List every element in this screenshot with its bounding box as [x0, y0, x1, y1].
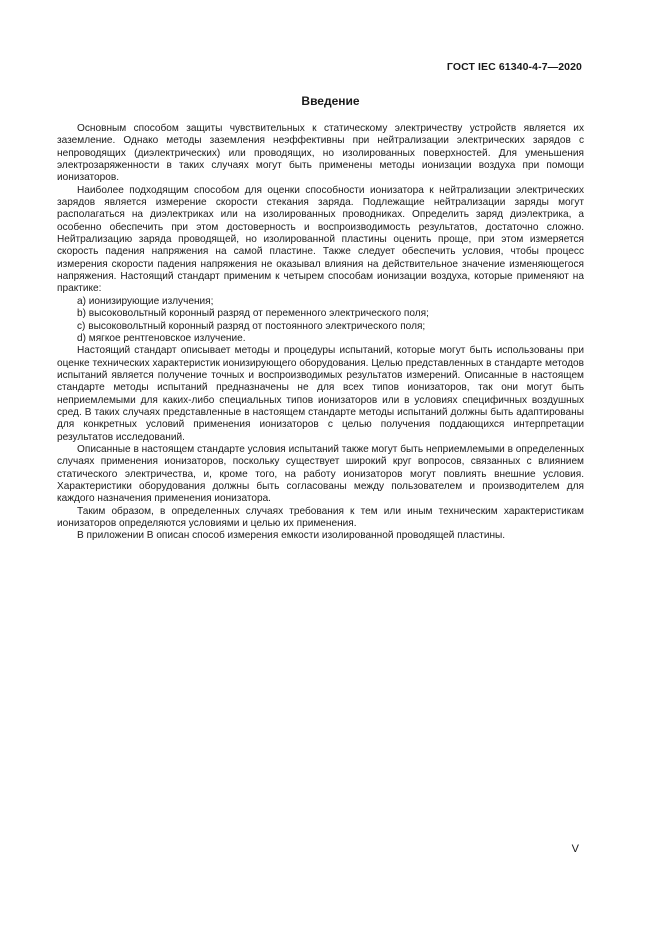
paragraph: Настоящий стандарт описывает методы и процедуры испытаний, которые могут быть использованы при оценке технических характеристик ионизирующего оборудования. Целью представленных в стандарте методов испытаний является получение точных и воспроизводимых результатов измерений. Описанные в настоящем стандарте методы испытаний предназначены не для всех типов ионизаторов, так они могут быть неприемлемыми для каких-либо специальных типов ионизаторов или в условиях специфичных воздушных сред. В таких случаях представленные в настоящем стандарте методы испытаний должны быть адаптированы для конкретных условий применения ионизаторов с целью получения поддающихся интерпретации результатов исследований.	[57, 345, 584, 443]
paragraph: В приложении В описан способ измерения емкости изолированной проводящей пластины.	[77, 530, 506, 542]
list-item: c) высоковольтный коронный разряд от постоянного электрического поля;	[77, 320, 426, 332]
body-text	[57, 123, 584, 543]
section-title: Введение	[301, 94, 360, 108]
document-number: ГОСТ IEC 61340-4-7—2020	[446, 61, 582, 73]
list-item: a) ионизирующие излучения;	[77, 295, 214, 307]
paragraph: Таким образом, в определенных случаях требования к тем или иным техническим характеристикам ионизаторов определяются условиями и целью их применения.	[57, 505, 584, 529]
paragraph: Описанные в настоящем стандарте условия испытаний также могут быть неприемлемыми в определенных случаях применения ионизаторов, поскольку существует широкий круг вопросов, связанных с влиянием статического электричества, и, кроме того, на работу ионизаторов могут повлиять внешние условия. Характеристики оборудования должны быть согласованы между пользователем и производителем для каждого назначения применения ионизатора.	[57, 443, 584, 505]
page-number: V	[571, 843, 579, 855]
paragraph: Наиболее подходящим способом для оценки способности ионизатора к нейтрализации электрических зарядов является измерение скорости стекания заряда. Подлежащие нейтрализации заряды могут располагаться на диэлектриках или на изолированных проводниках. Определить заряд диэлектрика, а особенно обеспечить при этом достоверность и воспроизводимость результатов, достаточно сложно. Нейтрализацию заряда проводящей, но изолированной пластины оценить проще, при этом измеряется скорость падения напряжения на самой пластине. Также следует обеспечить условия, чтобы процесс измерения скорости падения напряжения не оказывал влияния на действительное значение изменяющегося напряжения. Настоящий стандарт применим к четырем способам ионизации воздуха, которые применяют на практике:	[57, 184, 584, 295]
list-item: b) высоковольтный коронный разряд от переменного электрического поля;	[77, 308, 429, 320]
paragraph: Основным способом защиты чувствительных к статическому электричеству устройств является их заземление. Однако методы заземления неэффективны при нейтрализации электрических зарядов с непроводящих (диэлектрических) или проводящих, но изолированных поверхностей. Для уменьшения электрозаряженности в таких случаях могут быть применены методы ионизации воздуха при помощи ионизаторов.	[57, 123, 584, 184]
list-item: d) мягкое рентгеновское излучение.	[77, 332, 246, 344]
